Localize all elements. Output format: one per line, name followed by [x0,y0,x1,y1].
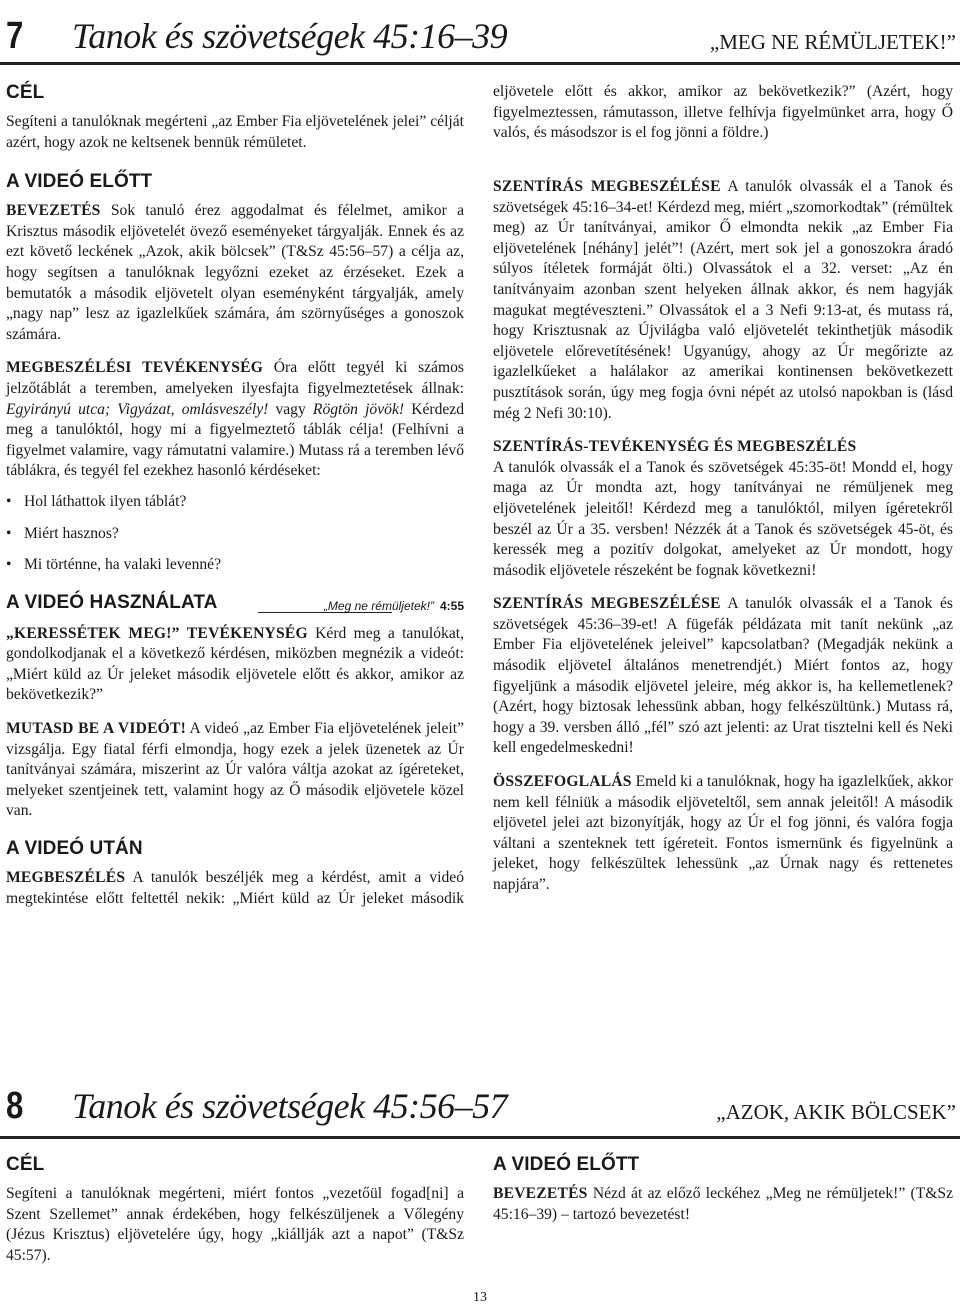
szentiras-2-label: SZENTÍRÁS-TEVÉKENYSÉG ÉS MEGBESZÉLÉS [493,438,857,456]
lesson-7-header [0,8,960,76]
section-heading-video-utan: A VIDEÓ UTÁN [6,838,143,860]
page-number: 13 [473,1290,487,1305]
lesson-7-right-column [493,82,953,909]
utan-text: A tanulók beszéljék meg a kérdést, amit a videó megtekintése előtt feltettél nekik: „Miért küld az Úr jeleket második [6,869,464,907]
video-title: „Meg ne rémüljetek!” [323,598,434,613]
mutasd-paragraph [6,719,464,822]
section-heading-video-elott: A VIDEÓ ELŐTT [6,171,153,193]
utan-paragraph-continued [493,82,953,164]
szentiras-2-text: A tanulók olvassák el a Tanok és szövetségek 45:35-öt! Mondd el, hogy maga az Úr mondta azt, hogy tanítványai ne rémüljenek meg eljövetelének jeleitől! Kérdezd meg a tanulóktól, milyen ígéretekről beszél az Úr a 35. versben! Nézzék át a Tanok és szövetségek 45-öt, és keressék meg a pozitív dolgokat, amelyeket az Úr mondott, hogy második eljövetele részeként be fognak következni! [493,458,953,579]
lesson-title: Tanok és szövetségek 45:56–57 [72,1086,508,1126]
utan-label: MEGBESZÉLÉS [6,869,126,887]
lesson-number: 7 [6,15,24,57]
keressetek-text: Kérd meg a tanulókat, gondolkodjanak el a következő kérdésen, miközben megnézik a videót: „Miért küld az Úr jeleket második eljövetele előtt és akkor, amikor az bekövetkezik?” [6,624,464,704]
megbeszelesi-text: Kérdezd meg a tanulóktól, hogy mi a figyelmeztető táblák célja! (Felhívni a figyelmet valamire, vagy rámutatni valamire.) Mutass rá a teremben lévő táblákra, és tegyél fel ezekhez hasonló kérdéseket: [6,400,465,480]
szentiras-3-label: SZENTÍRÁS MEGBESZÉLÉSE [493,595,721,613]
lesson-8-right-column [493,1154,953,1238]
lesson-8-left-column [6,1154,464,1279]
szentiras-3-text: A tanulók olvassák el a Tanok és szövetségek 45:36–39-et! A fügefák példázata mit tanít nekünk „az Ember Fia eljövetelének jeleivel” kapcsolatban? (Megadják nekünk a második eljövetel általános menetrendjét.) Miért fontos az, hogy figyeljünk a második eljövetel jeleire, még akkor is, ha kellemetlenek? (Azért, hogy biztosak lehessünk abban, hogy felkészültünk.) Mutass rá, hogy a 39. versben álló „fél” szó azt jelenti: az Urat tisztelni kell és Neki kell engedelmeskedni! [493,595,953,757]
bevezetes-label: BEVEZETÉS [6,202,101,220]
szentiras-1-text: A tanulók olvassák el a Tanok és szövetségek 45:16–34-et! Kérdezd meg, miért „szomorkodtak” (rémültek meg) az Úr tanítványai, amikor Ő elmondta nekik „az Ember Fia eljövetelének [néhány] jelét”! (Azért, mert sok jel a gonoszokra áradó súlyos ítéletek formáját ölti.) Olvassátok el a 32. verset: „Az én tanítványaim azonban szent helyeken állnak akkor, és nem hagyják magukat megtéveszteni.” Olvassátok el a 3 Nefi 9:13-at, és mutass rá, hogy Krisztusnak az Újvilágba való eljövetelét tekinthetjük második eljövetele előrevetítésének! Ugyanúgy, ahogy az Úr megőrizte az igazlelkűeket a halálakor az amerikai kontinensen bekövetkezett pusztítások során, úgy meg fogja óvni népét az utolsó napokban is (lásd még 2 Nefi 30:10). [493,178,953,422]
megbeszelesi-text: Óra előtt tegyél ki számos jelzőtáblát a teremben, amelyeken ilyesfajta figyelmeztetések állnak: [6,359,464,397]
sign-example: Egyirányú utca; Vigyázat, omlásveszély! [6,400,269,418]
lesson-tag: „AZOK, AKIK BÖLCSEK” [716,1100,956,1124]
section-heading-cel: CÉL [6,1154,45,1175]
bevezetes-label: BEVEZETÉS [493,1185,588,1202]
list-item: • Hol láthattok ilyen táblát? [6,492,464,513]
megbeszelesi-text: vagy [268,400,313,418]
osszefoglalas-text: Emeld ki a tanulóknak, hogy ha igazlelkűek, akkor nem kell félniük a második eljöveteltől, sem annak jeleitől! A második eljövetel jelei azt bizonyítják, hogy az Úr el fog jönni, és valóra fogja váltani a szenteknek tett ígéreteit. Fontos ismernünk és figyelnünk a jeleket, hogy felkészültek lehessünk „az Úrnak nagy és rettenetes napjára”. [493,773,953,893]
lesson-tag: „MEG NE RÉMÜLJETEK!” [709,30,956,54]
keressetek-label: „KERESSÉTEK MEG!” TEVÉKENYSÉG [6,624,308,642]
section-heading-video-elott: A VIDEÓ ELŐTT [493,1154,640,1175]
mutasd-label: MUTASD BE A VIDEÓT! [6,720,186,738]
section-heading-video-hasznalata: A VIDEÓ HASZNÁLATA [6,591,218,613]
megbeszelesi-label: MEGBESZÉLÉSI TEVÉKENYSÉG [6,359,264,377]
cel-paragraph: Segíteni a tanulóknak megérteni, miért fontos „vezetőül fogad[ni] a Szent Szellemet” annak érdekében, hogy felkészüljenek a Vőlegény (Jézus Krisztus) eljövetelére úgy, hogy „kiállják azt a napot” (T&Sz 45:57). [6,1185,464,1264]
video-reference[interactable] [324,596,464,617]
bevezetes-text: Nézd át az előző leckéhez „Meg ne rémüljetek!” (T&Sz 45:16–39) – tartozó bevezetést! [493,1185,953,1223]
szentiras-3-paragraph [493,594,953,759]
keressetek-paragraph [6,624,464,706]
utan-paragraph-start [6,868,464,909]
szentiras-1-label: SZENTÍRÁS MEGBESZÉLÉSE [493,178,721,195]
lesson-7-left-column [6,82,464,922]
sign-example: Rögtön jövök! [312,400,405,418]
video-hasznalata-row [6,592,464,616]
list-item: • Miért hasznos? [6,524,464,545]
bevezetes-text: Sok tanuló érez aggodalmat és félelmet, amikor a Krisztus második eljövetelét övező eseményeket tárgyalják. Ennek és az ezt követő leckének „Azok, akik bölcsek” (T&Sz 45:56–57) a célja az, hogy segítsen a tanulóknak legyőzni ezeket az érzéseket. Ezek a bemutatók a második eljövetelt olyan eseményként tárgyalják, amely „nagy nap” lesz az igazlelkűek számára, ám szörnyűséges a gonoszok számára. [6,202,464,343]
mutasd-text: A videó „az Ember Fia eljövetelének jeleit” vizsgálja. Egy fiatal férfi elmondja, hogy ezek a jelek üzenetek az Úr tanítványai számára, miszerint az Úr valóra váltja azokat az ígéreteket, melyeket szentjeinek tett, valamint hogy az Ő második eljövetele közel van. [6,720,464,820]
header-rule [0,62,960,65]
utan-text: eljövetele előtt és akkor, amikor az bekövetkezik?” (Azért, hogy figyelmeztessen, rámutasson, illetve felhívja figyelmünket arra, hogy Ő valós, és másodszor is el fog jönni a földre.) [493,83,953,142]
bevezetes-paragraph [6,201,464,345]
section-heading-cel: CÉL [6,82,45,103]
lesson-title: Tanok és szövetségek 45:16–39 [72,16,508,56]
video-duration: 4:55 [439,598,464,613]
osszefoglalas-paragraph [493,772,953,896]
question-list [6,492,464,576]
lesson-number: 8 [6,1085,24,1127]
megbeszelesi-paragraph [6,358,464,482]
bevezetes-paragraph [493,1184,953,1225]
cel-paragraph: Segíteni a tanulóknak megérteni „az Ember Fia eljövetelének jelei” célját azért, hogy azok ne keltsenek bennük rémületet. [6,113,464,151]
list-item: • Mi történne, ha valaki levenné? [6,555,464,576]
szentiras-1-paragraph [493,177,953,424]
osszefoglalas-label: ÖSSZEFOGLALÁS [493,773,632,791]
header-rule [0,1136,960,1139]
szentiras-2-paragraph [493,437,953,581]
